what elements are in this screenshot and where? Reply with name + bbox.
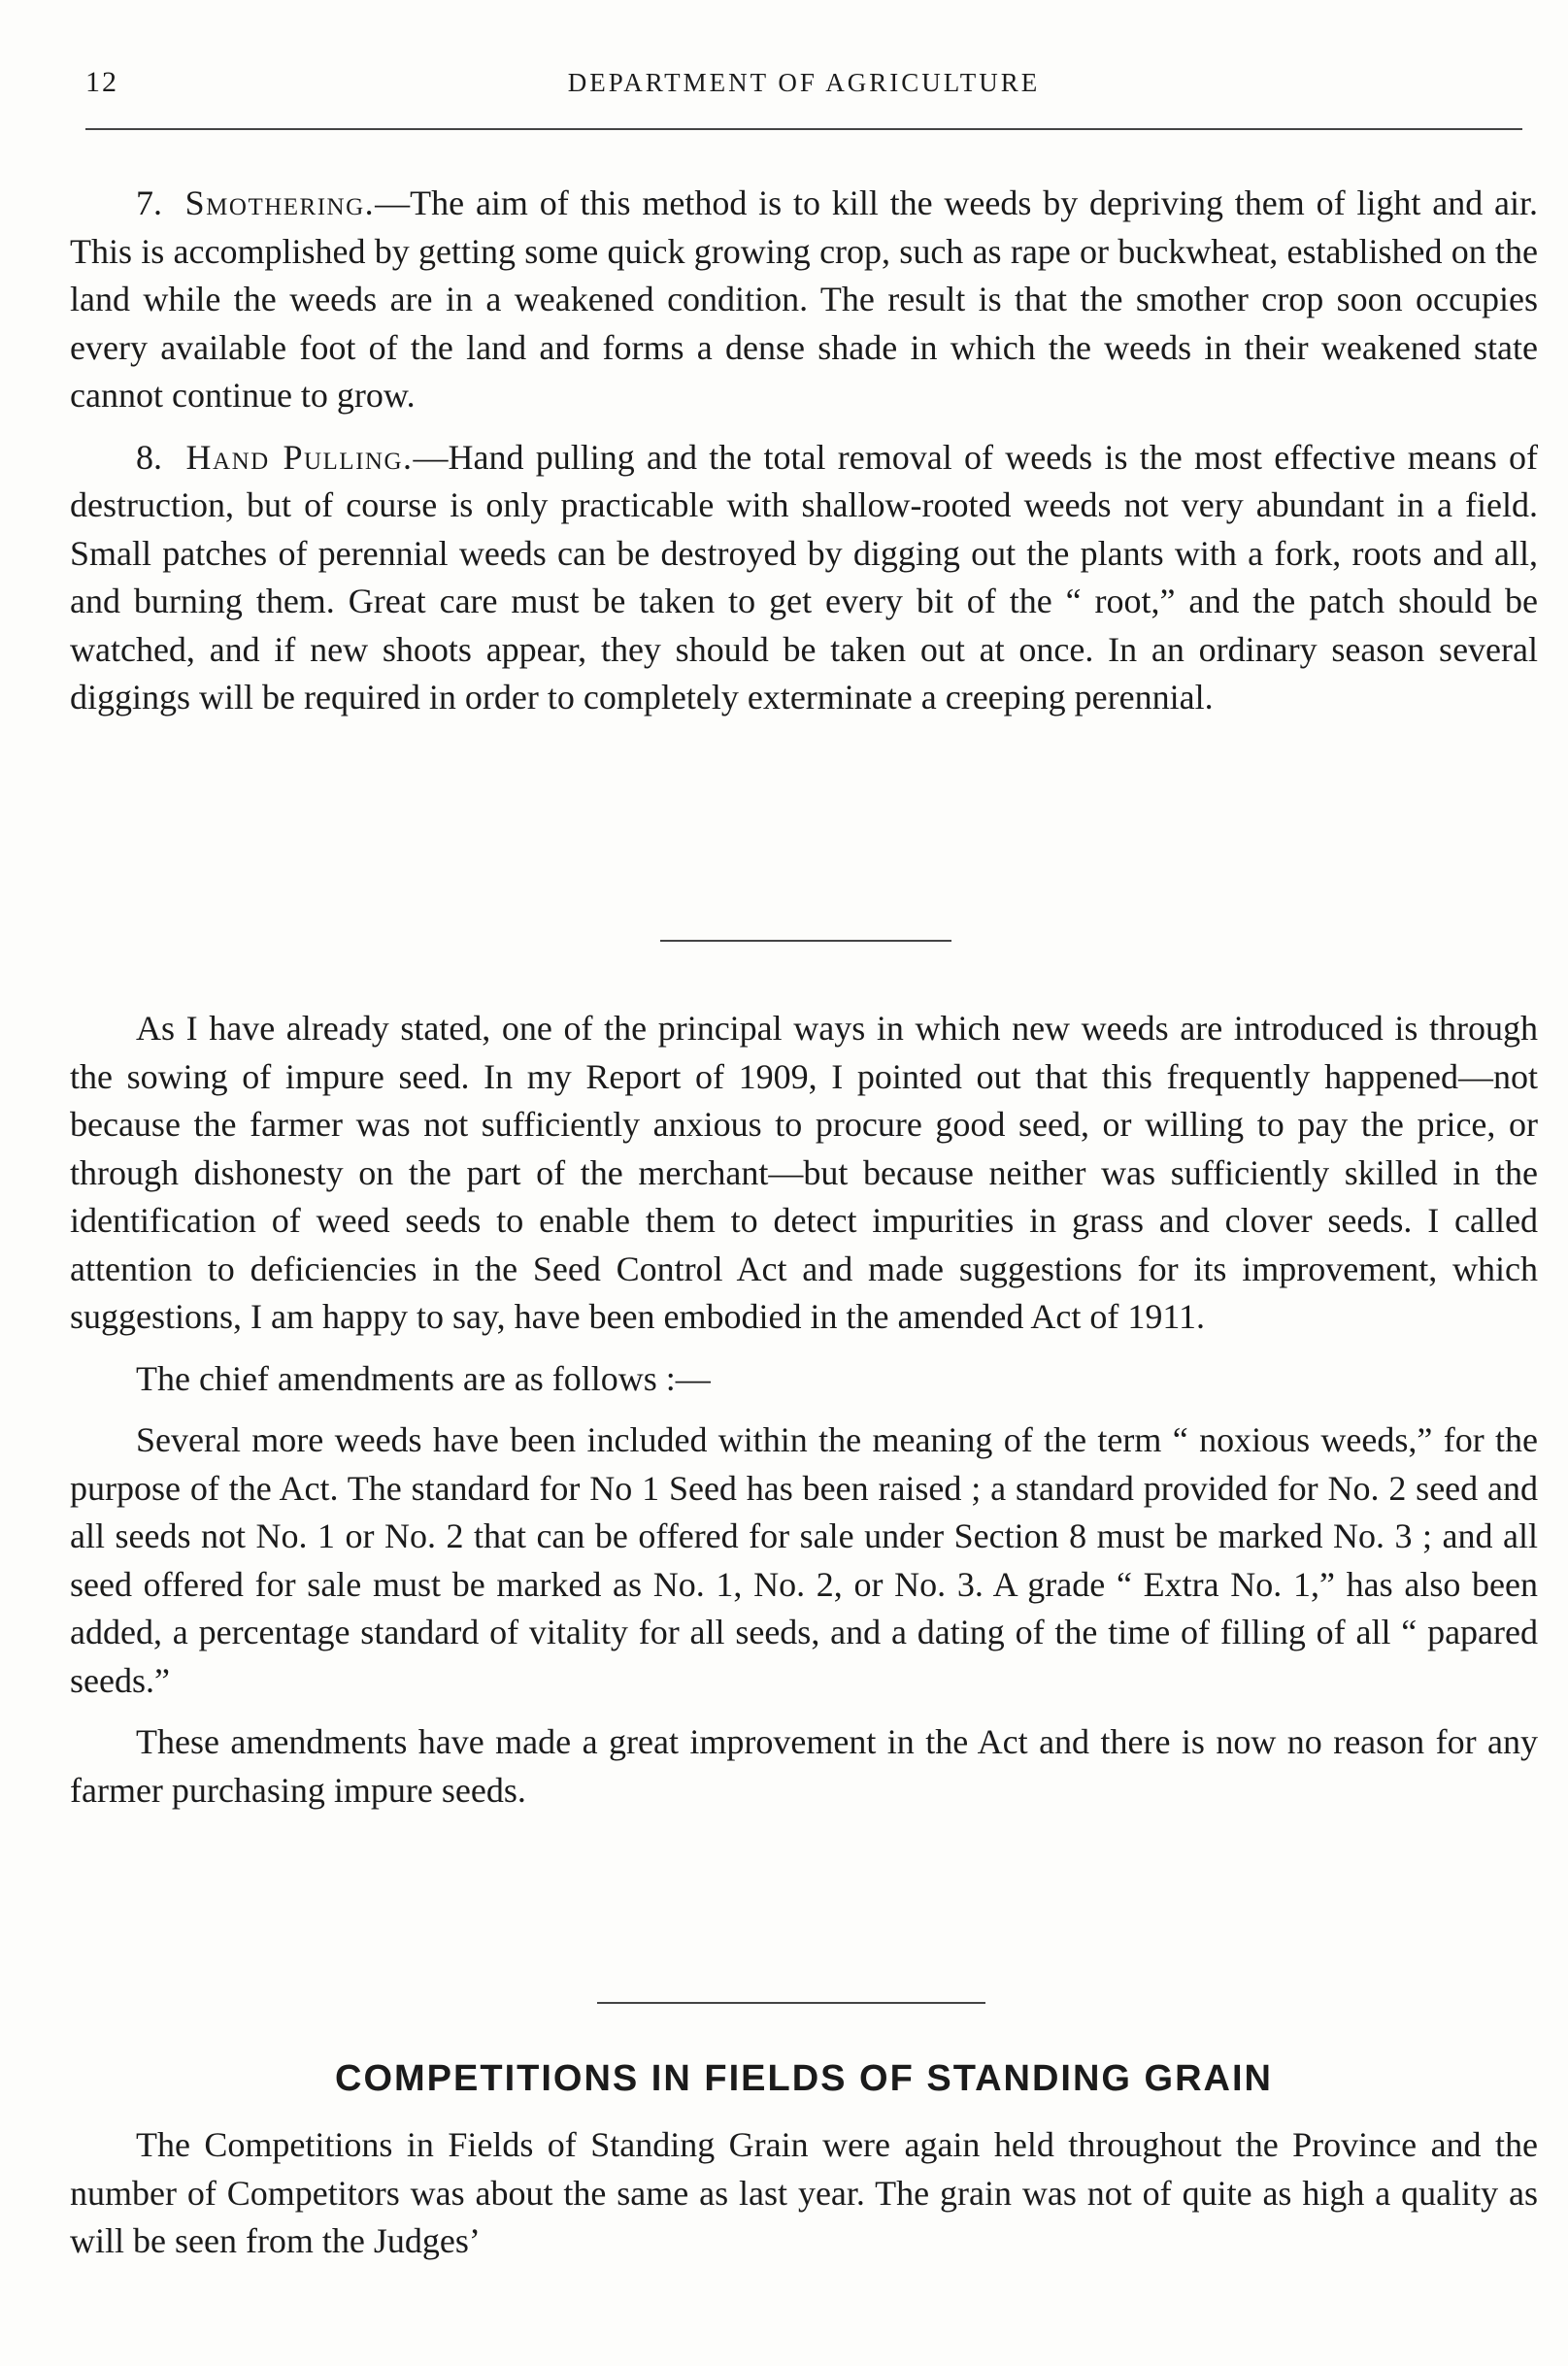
paragraph-amendments-intro: The chief amendments are as follows :—	[136, 1358, 711, 1398]
page-number: 12	[85, 66, 118, 98]
page-header	[85, 66, 1522, 115]
section-divider	[660, 940, 951, 942]
section-heading: COMPETITIONS IN FIELDS OF STANDING GRAIN	[335, 2058, 1273, 2099]
paragraph-impure-seed: As I have already stated, one of the principal ways in which new weeds are introduced is through the sowing of impure seed. In my Report of 1909, I pointed out that this frequently happened—not because the farmer was not sufficiently anxious to procure good seed, or willing to pay the price, or through dishonesty on the part of the merchant—but because neither was sufficiently skilled in the identification of weed seeds to enable them to detect impurities in grass and clover seeds. I called attention to deficiencies in the Seed Control Act and made suggestions for its improvement, which suggestions, I am happy to say, have been embodied in the amended Act of 1911.	[70, 1009, 1538, 1336]
seed-act-section	[70, 1005, 1538, 1815]
paragraph-hand-pulling	[70, 434, 1538, 722]
section-text: —The aim of this method is to kill the weeds by depriving them of light and air. This is accomplished by getting some quick growing crop, such as rape or buckwheat, established on the land while the weeds are in a weakened condition. The result is that the smother crop soon occupies every available foot of the land and forms a dense shade in which the weeds in their weakened state cannot continue to grow.	[70, 183, 1539, 415]
section-divider	[597, 2002, 985, 2004]
section-title: Hand Pulling.	[185, 437, 414, 477]
section-number: 8.	[136, 437, 162, 477]
methods-section	[70, 180, 1538, 722]
section-number: 7.	[136, 183, 162, 222]
paragraph-amendments: Several more weeds have been included within the meaning of the term “ noxious weeds,” for the purpose of the Act. The standard for No 1 Seed has been raised ; a standard provided for No. 2 seed and all seeds not No. 1 or No. 2 that can be offered for sale under Section 8 must be marked No. 3 ; and all seed offered for sale must be marked as No. 1, No. 2, or No. 3. A grade “ Extra No. 1,” has also been added, a percentage standard of vitality for all seeds, and a dating of the time of filling of all “ papared seeds.”	[70, 1420, 1538, 1700]
section-text: —Hand pulling and the total removal of weeds is the most effective means of destruction, but of course is only practicable with shallow-rooted weeds not very abundant in a field. Small patches of perennial weeds can be destroyed by digging out the plants with a fork, roots and all, and burning them. Great care must be taken to get every bit of the “ root,” and the patch should be watched, and if new shoots appear, they should be taken out at once. In an ordinary season several diggings will be required in order to completely exterminate a creeping perennial.	[70, 437, 1538, 716]
paragraph-smothering	[70, 180, 1538, 420]
paragraph-conclusion: These amendments have made a great improvement in the Act and there is now no reason for any farmer purchasing impure seeds.	[70, 1722, 1538, 1810]
competitions-section	[70, 2121, 1538, 2266]
header-rule	[85, 128, 1522, 130]
running-head: DEPARTMENT OF AGRICULTURE	[567, 68, 1041, 97]
paragraph-competitions: The Competitions in Fields of Standing Grain were again held throughout the Province and the number of Competitors was about the same as last year. The grain was not of quite as high a quality as will be seen from the Judges’	[70, 2125, 1538, 2260]
section-title: Smothering.	[184, 183, 376, 222]
